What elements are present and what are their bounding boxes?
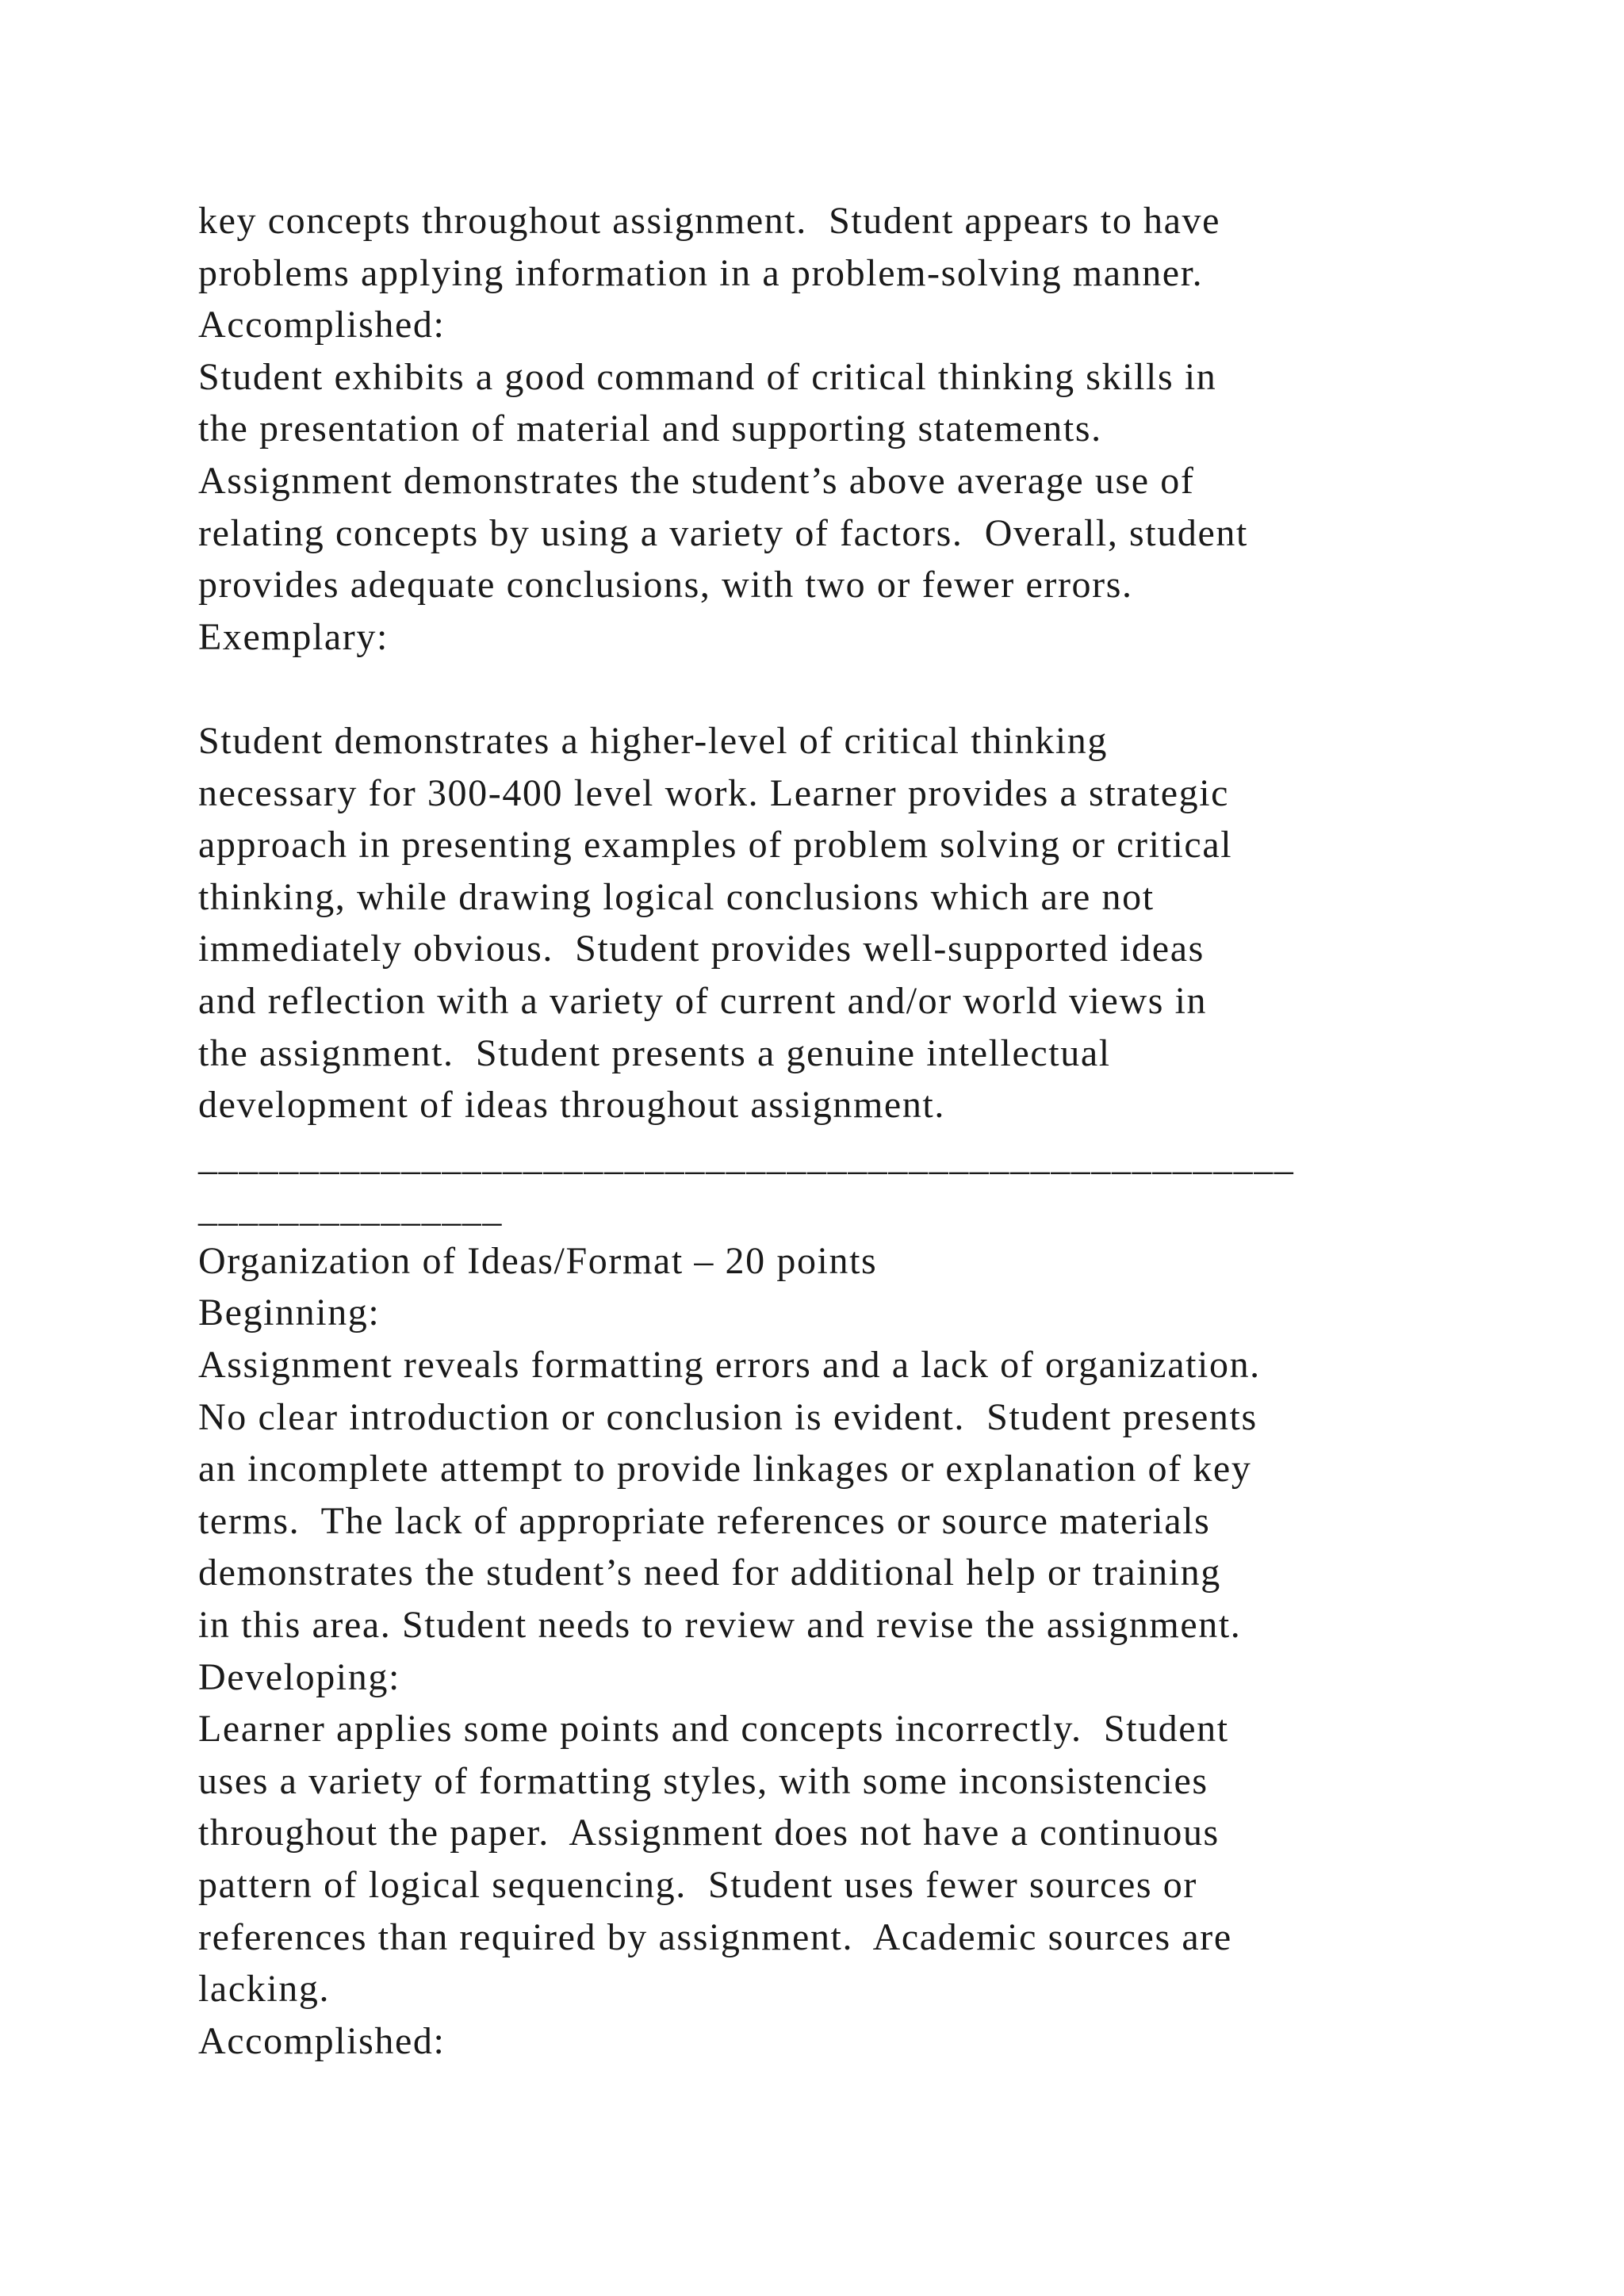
text-line: Assignment reveals formatting errors and a lack of organization. — [198, 1344, 1261, 1387]
separator-line: _______________ — [198, 1188, 503, 1230]
text-line: terms. The lack of appropriate references or source materials — [198, 1499, 1211, 1542]
text-line: demonstrates the student’s need for additional help or training — [198, 1552, 1221, 1594]
text-line: in this area. Student needs to review and revise the assignment. — [198, 1604, 1242, 1647]
document-body — [198, 195, 1515, 2067]
text-line: provides adequate conclusions, with two or fewer errors. — [198, 564, 1133, 607]
text-line: and reflection with a variety of current and/or world views in — [198, 979, 1208, 1022]
text-line: key concepts throughout assignment. Student appears to have — [198, 200, 1221, 242]
section-heading-developing: Developing: — [198, 1655, 400, 1698]
section-heading-accomplished: Accomplished: — [198, 2019, 446, 2062]
text-line: references than required by assignment. Academic sources are — [198, 1915, 1232, 1958]
blank-line — [198, 663, 1515, 715]
text-line: immediately obvious. Student provides well-supported ideas — [198, 928, 1205, 970]
section-heading-exemplary: Exemplary: — [198, 615, 389, 658]
text-line: relating concepts by using a variety of factors. Overall, student — [198, 511, 1248, 554]
section-heading-accomplished: Accomplished: — [198, 304, 446, 346]
text-line: approach in presenting examples of problem solving or critical — [198, 824, 1233, 867]
section-heading-beginning: Beginning: — [198, 1292, 381, 1334]
text-line: lacking. — [198, 1968, 331, 2011]
text-line: uses a variety of formatting styles, with some inconsistencies — [198, 1759, 1208, 1802]
text-line: Student exhibits a good command of critical thinking skills in — [198, 355, 1217, 398]
text-line: throughout the paper. Assignment does not have a continuous — [198, 1812, 1220, 1854]
text-line: an incomplete attempt to provide linkages or explanation of key — [198, 1448, 1252, 1490]
text-line: necessary for 300-400 level work. Learner provides a strategic — [198, 771, 1230, 814]
text-line: No clear introduction or conclusion is evident. Student presents — [198, 1395, 1258, 1438]
text-line: Student demonstrates a higher-level of critical thinking — [198, 719, 1109, 762]
text-line: pattern of logical sequencing. Student uses fewer sources or — [198, 1864, 1197, 1906]
text-line: the assignment. Student presents a genuine intellectual — [198, 1031, 1111, 1074]
text-line: Assignment demonstrates the student’s above average use of — [198, 459, 1195, 502]
section-title-organization: Organization of Ideas/Format – 20 points — [198, 1239, 878, 1282]
text-line: problems applying information in a problem-solving manner. — [198, 251, 1204, 294]
text-line: the presentation of material and supporting statements. — [198, 408, 1102, 450]
separator-line: ______________________________________________________ — [198, 1135, 1295, 1178]
text-line: thinking, while drawing logical conclusions which are not — [198, 875, 1155, 918]
text-line: Learner applies some points and concepts incorrectly. Student — [198, 1708, 1229, 1751]
text-line: development of ideas throughout assignment. — [198, 1084, 945, 1127]
